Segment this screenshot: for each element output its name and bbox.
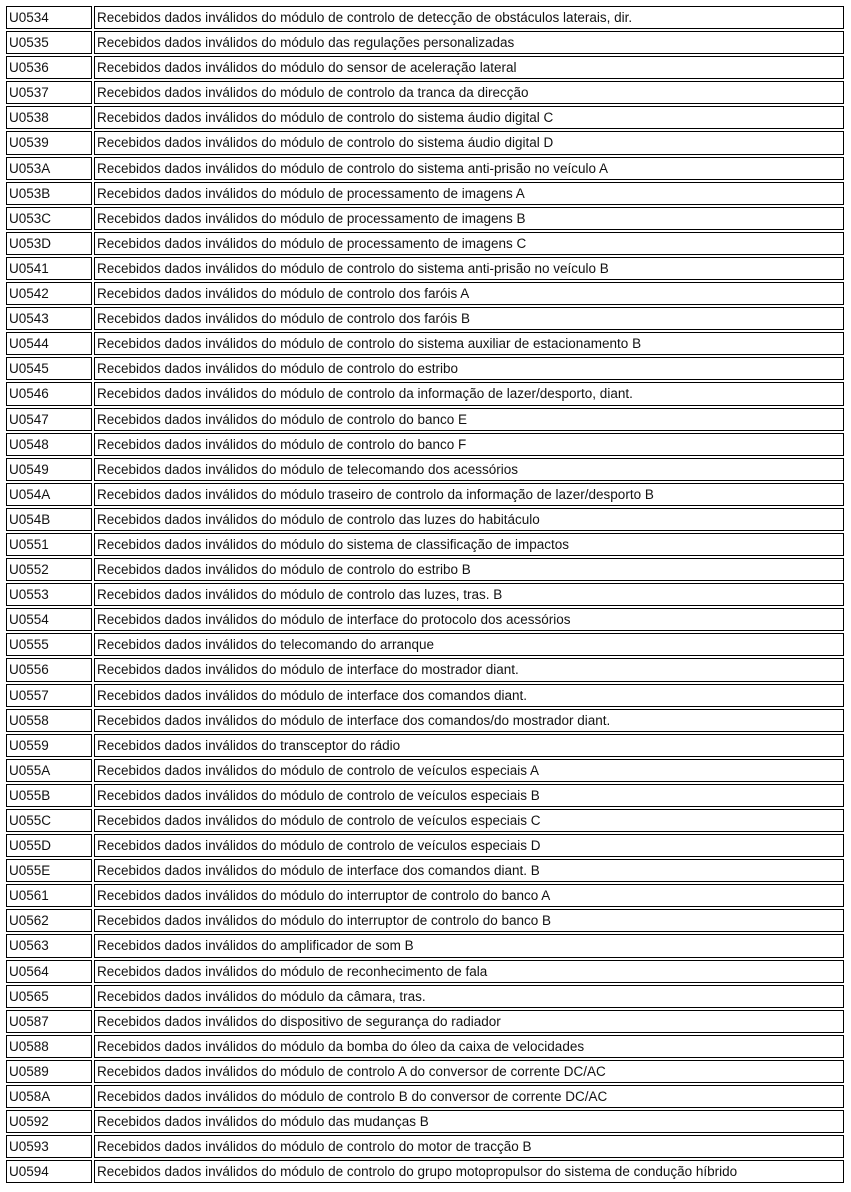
table-row: [6, 759, 844, 782]
dtc-code-cell: U0551: [6, 533, 92, 556]
dtc-description-cell: Recebidos dados inválidos do módulo traseiro de controlo da informação de lazer/desporto B: [94, 483, 844, 506]
table-row: [6, 684, 844, 707]
dtc-description-cell: Recebidos dados inválidos do módulo de controlo das luzes do habitáculo: [94, 508, 844, 531]
dtc-code-cell: U055B: [6, 784, 92, 807]
dtc-code-cell: U0547: [6, 408, 92, 431]
table-row: [6, 1035, 844, 1058]
table-row: [6, 884, 844, 907]
dtc-code-cell: U0592: [6, 1110, 92, 1133]
table-row: [6, 1010, 844, 1033]
dtc-code-cell: U0589: [6, 1060, 92, 1083]
dtc-description-cell: Recebidos dados inválidos do módulo de reconhecimento de fala: [94, 960, 844, 983]
dtc-code-cell: U055E: [6, 859, 92, 882]
dtc-description-cell: Recebidos dados inválidos do módulo de controlo do motor de tracção B: [94, 1135, 844, 1158]
table-row: [6, 408, 844, 431]
dtc-description-cell: Recebidos dados inválidos do módulo de controlo B do conversor de corrente DC/AC: [94, 1085, 844, 1108]
table-row: [6, 483, 844, 506]
table-row: [6, 458, 844, 481]
dtc-code-cell: U054B: [6, 508, 92, 531]
dtc-code-cell: U0548: [6, 433, 92, 456]
table-row: [6, 182, 844, 205]
table-row: [6, 1085, 844, 1108]
dtc-description-cell: Recebidos dados inválidos do módulo de controlo do sistema áudio digital C: [94, 106, 844, 129]
dtc-code-cell: U0549: [6, 458, 92, 481]
table-row: [6, 6, 844, 29]
table-row: [6, 106, 844, 129]
dtc-code-cell: U0543: [6, 307, 92, 330]
dtc-description-cell: Recebidos dados inválidos do amplificador de som B: [94, 934, 844, 957]
table-row: [6, 809, 844, 832]
dtc-code-cell: U0563: [6, 934, 92, 957]
dtc-code-cell: U0537: [6, 81, 92, 104]
table-row: [6, 131, 844, 154]
dtc-description-cell: Recebidos dados inválidos do módulo de processamento de imagens C: [94, 232, 844, 255]
dtc-description-cell: Recebidos dados inválidos do módulo de controlo de veículos especiais C: [94, 809, 844, 832]
table-row: [6, 257, 844, 280]
dtc-code-cell: U0558: [6, 709, 92, 732]
dtc-code-cell: U0587: [6, 1010, 92, 1033]
dtc-code-cell: U0556: [6, 658, 92, 681]
dtc-code-cell: U053D: [6, 232, 92, 255]
table-row: [6, 332, 844, 355]
dtc-code-cell: U0534: [6, 6, 92, 29]
dtc-description-cell: Recebidos dados inválidos do módulo de controlo dos faróis A: [94, 282, 844, 305]
dtc-code-cell: U0555: [6, 633, 92, 656]
dtc-description-cell: Recebidos dados inválidos do módulo de controlo dos faróis B: [94, 307, 844, 330]
dtc-description-cell: Recebidos dados inválidos do módulo das regulações personalizadas: [94, 31, 844, 54]
dtc-description-cell: Recebidos dados inválidos do módulo de controlo do banco E: [94, 408, 844, 431]
dtc-description-cell: Recebidos dados inválidos do módulo de controlo do sistema anti-prisão no veículo B: [94, 257, 844, 280]
dtc-code-cell: U0541: [6, 257, 92, 280]
dtc-description-cell: Recebidos dados inválidos do módulo das mudanças B: [94, 1110, 844, 1133]
dtc-description-cell: Recebidos dados inválidos do módulo de controlo da tranca da direcção: [94, 81, 844, 104]
table-row: [6, 934, 844, 957]
table-row: [6, 207, 844, 230]
table-row: [6, 307, 844, 330]
dtc-description-cell: Recebidos dados inválidos do módulo de processamento de imagens B: [94, 207, 844, 230]
dtc-description-cell: Recebidos dados inválidos do módulo do interruptor de controlo do banco A: [94, 884, 844, 907]
dtc-code-cell: U0553: [6, 583, 92, 606]
dtc-code-cell: U0545: [6, 357, 92, 380]
table-row: [6, 1060, 844, 1083]
dtc-code-cell: U054A: [6, 483, 92, 506]
dtc-code-cell: U0564: [6, 960, 92, 983]
dtc-description-cell: Recebidos dados inválidos do módulo de interface do protocolo dos acessórios: [94, 608, 844, 631]
dtc-description-cell: Recebidos dados inválidos do módulo do interruptor de controlo do banco B: [94, 909, 844, 932]
dtc-table: [4, 4, 846, 1185]
dtc-code-cell: U0561: [6, 884, 92, 907]
table-row: [6, 583, 844, 606]
dtc-code-cell: U058A: [6, 1085, 92, 1108]
dtc-description-cell: Recebidos dados inválidos do transceptor do rádio: [94, 734, 844, 757]
dtc-description-cell: Recebidos dados inválidos do módulo de controlo de veículos especiais B: [94, 784, 844, 807]
dtc-code-cell: U055D: [6, 834, 92, 857]
table-row: [6, 608, 844, 631]
table-row: [6, 859, 844, 882]
table-row: [6, 56, 844, 79]
dtc-description-cell: Recebidos dados inválidos do módulo de controlo de veículos especiais D: [94, 834, 844, 857]
dtc-code-cell: U055C: [6, 809, 92, 832]
table-row: [6, 960, 844, 983]
dtc-description-cell: Recebidos dados inválidos do módulo de controlo do sistema auxiliar de estacionamento B: [94, 332, 844, 355]
dtc-description-cell: Recebidos dados inválidos do módulo de interface do mostrador diant.: [94, 658, 844, 681]
dtc-code-cell: U0562: [6, 909, 92, 932]
dtc-description-cell: Recebidos dados inválidos do módulo de controlo do banco F: [94, 433, 844, 456]
table-row: [6, 508, 844, 531]
dtc-description-cell: Recebidos dados inválidos do módulo de controlo A do conversor de corrente DC/AC: [94, 1060, 844, 1083]
dtc-code-cell: U0538: [6, 106, 92, 129]
table-row: [6, 533, 844, 556]
table-row: [6, 382, 844, 405]
dtc-description-cell: Recebidos dados inválidos do módulo de controlo do sistema áudio digital D: [94, 131, 844, 154]
dtc-description-cell: Recebidos dados inválidos do módulo de telecomando dos acessórios: [94, 458, 844, 481]
dtc-code-cell: U053B: [6, 182, 92, 205]
table-row: [6, 558, 844, 581]
dtc-description-cell: Recebidos dados inválidos do módulo de controlo de detecção de obstáculos laterais, dir.: [94, 6, 844, 29]
dtc-code-cell: U0539: [6, 131, 92, 154]
dtc-code-cell: U0565: [6, 985, 92, 1008]
dtc-description-cell: Recebidos dados inválidos do módulo da câmara, tras.: [94, 985, 844, 1008]
dtc-code-cell: U0594: [6, 1160, 92, 1183]
dtc-description-cell: Recebidos dados inválidos do módulo de controlo da informação de lazer/desporto, diant.: [94, 382, 844, 405]
dtc-description-cell: Recebidos dados inválidos do telecomando do arranque: [94, 633, 844, 656]
dtc-code-cell: U055A: [6, 759, 92, 782]
table-row: [6, 834, 844, 857]
dtc-code-cell: U0593: [6, 1135, 92, 1158]
table-row: [6, 1135, 844, 1158]
table-row: [6, 433, 844, 456]
table-row: [6, 909, 844, 932]
dtc-code-cell: U0535: [6, 31, 92, 54]
table-row: [6, 709, 844, 732]
dtc-code-cell: U0557: [6, 684, 92, 707]
dtc-description-cell: Recebidos dados inválidos do módulo de controlo do estribo: [94, 357, 844, 380]
dtc-code-cell: U053C: [6, 207, 92, 230]
table-row: [6, 633, 844, 656]
dtc-description-cell: Recebidos dados inválidos do módulo da bomba do óleo da caixa de velocidades: [94, 1035, 844, 1058]
table-row: [6, 157, 844, 180]
dtc-description-cell: Recebidos dados inválidos do módulo de interface dos comandos diant.: [94, 684, 844, 707]
table-row: [6, 658, 844, 681]
table-row: [6, 357, 844, 380]
dtc-table-body: [6, 6, 844, 1183]
dtc-description-cell: Recebidos dados inválidos do módulo de processamento de imagens A: [94, 182, 844, 205]
dtc-code-cell: U0542: [6, 282, 92, 305]
dtc-code-cell: U0588: [6, 1035, 92, 1058]
dtc-description-cell: Recebidos dados inválidos do módulo de controlo de veículos especiais A: [94, 759, 844, 782]
dtc-code-cell: U0559: [6, 734, 92, 757]
table-row: [6, 784, 844, 807]
table-row: [6, 734, 844, 757]
dtc-description-cell: Recebidos dados inválidos do dispositivo de segurança do radiador: [94, 1010, 844, 1033]
dtc-description-cell: Recebidos dados inválidos do módulo de interface dos comandos diant. B: [94, 859, 844, 882]
table-row: [6, 31, 844, 54]
dtc-description-cell: Recebidos dados inválidos do módulo de controlo das luzes, tras. B: [94, 583, 844, 606]
dtc-description-cell: Recebidos dados inválidos do módulo do sensor de aceleração lateral: [94, 56, 844, 79]
table-row: [6, 232, 844, 255]
dtc-description-cell: Recebidos dados inválidos do módulo de controlo do sistema anti-prisão no veículo A: [94, 157, 844, 180]
table-row: [6, 1160, 844, 1183]
dtc-code-cell: U0552: [6, 558, 92, 581]
dtc-code-cell: U0546: [6, 382, 92, 405]
dtc-description-cell: Recebidos dados inválidos do módulo de controlo do grupo motopropulsor do sistema de condução híbrido: [94, 1160, 844, 1183]
dtc-description-cell: Recebidos dados inválidos do módulo de controlo do estribo B: [94, 558, 844, 581]
table-row: [6, 1110, 844, 1133]
dtc-code-cell: U0554: [6, 608, 92, 631]
table-row: [6, 985, 844, 1008]
table-row: [6, 81, 844, 104]
dtc-description-cell: Recebidos dados inválidos do módulo de interface dos comandos/do mostrador diant.: [94, 709, 844, 732]
dtc-description-cell: Recebidos dados inválidos do módulo do sistema de classificação de impactos: [94, 533, 844, 556]
table-row: [6, 282, 844, 305]
dtc-code-cell: U0536: [6, 56, 92, 79]
dtc-code-cell: U053A: [6, 157, 92, 180]
dtc-code-cell: U0544: [6, 332, 92, 355]
